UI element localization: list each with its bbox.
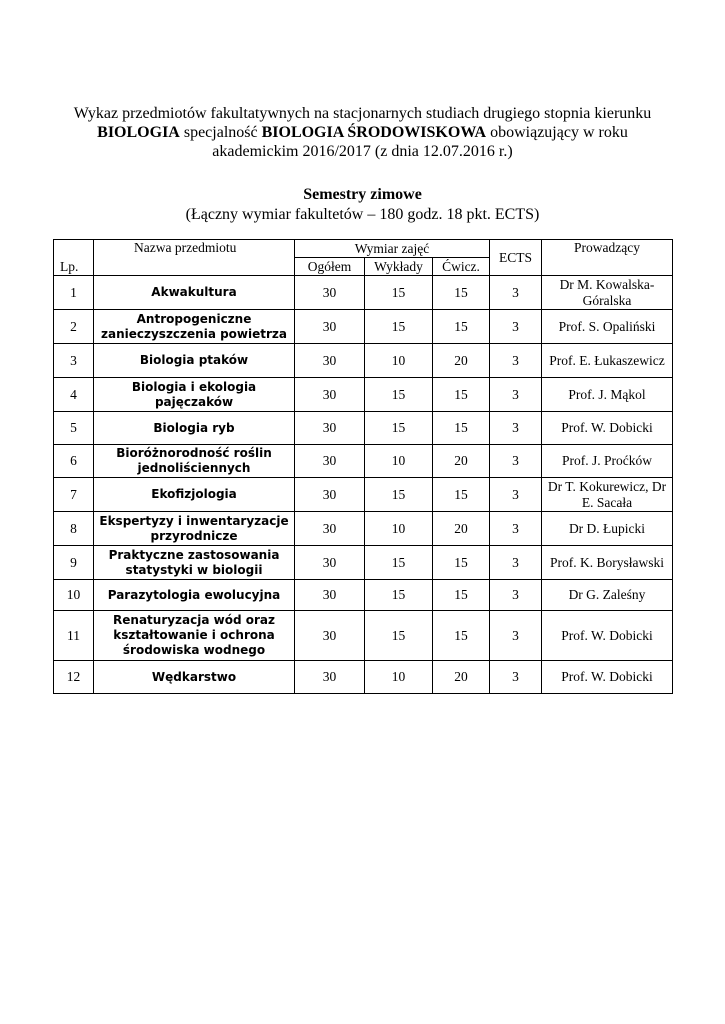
document-header xyxy=(40,104,685,161)
header-wymiar: Wymiar zajęć xyxy=(295,240,490,258)
row-lp: 2 xyxy=(54,310,94,344)
row-ects: 3 xyxy=(490,378,542,412)
row-ects: 3 xyxy=(490,344,542,378)
row-course-name: Wędkarstwo xyxy=(94,661,295,694)
row-cwicz: 15 xyxy=(433,546,490,580)
row-prowadzacy: Prof. S. Opaliński xyxy=(542,310,673,344)
row-prowadzacy: Dr D. Łupicki xyxy=(542,512,673,546)
row-lp: 5 xyxy=(54,412,94,445)
header-line-2 xyxy=(40,123,685,142)
row-lp: 6 xyxy=(54,445,94,478)
row-course-name: Ekofizjologia xyxy=(94,478,295,512)
row-course-name: Antropogeniczne zanieczyszczenia powietrza xyxy=(94,310,295,344)
table-row xyxy=(54,661,673,694)
row-cwicz: 15 xyxy=(433,378,490,412)
row-wyklady: 10 xyxy=(365,661,433,694)
courses-table xyxy=(53,239,673,694)
row-ogolem: 30 xyxy=(295,611,365,661)
row-lp: 11 xyxy=(54,611,94,661)
row-ogolem: 30 xyxy=(295,661,365,694)
row-cwicz: 15 xyxy=(433,611,490,661)
row-ogolem: 30 xyxy=(295,580,365,611)
row-prowadzacy: Prof. J. Proćków xyxy=(542,445,673,478)
row-ects: 3 xyxy=(490,412,542,445)
valid-text: obowiązujący w roku xyxy=(490,124,628,141)
row-ects: 3 xyxy=(490,546,542,580)
row-ects: 3 xyxy=(490,611,542,661)
header-prowadzacy: Prowadzący xyxy=(542,240,673,276)
row-ects: 3 xyxy=(490,445,542,478)
table-row xyxy=(54,344,673,378)
row-wyklady: 15 xyxy=(365,310,433,344)
row-ogolem: 30 xyxy=(295,512,365,546)
row-prowadzacy: Prof. W. Dobicki xyxy=(542,661,673,694)
row-ogolem: 30 xyxy=(295,546,365,580)
row-wyklady: 10 xyxy=(365,512,433,546)
row-ogolem: 30 xyxy=(295,310,365,344)
field-of-study: BIOLOGIA xyxy=(97,124,180,141)
spec-word: specjalność xyxy=(183,124,258,141)
row-course-name: Biologia ptaków xyxy=(94,344,295,378)
row-cwicz: 15 xyxy=(433,412,490,445)
table-row xyxy=(54,546,673,580)
header-wyklady: Wykłady xyxy=(365,258,433,276)
row-ogolem: 30 xyxy=(295,378,365,412)
row-lp: 8 xyxy=(54,512,94,546)
row-lp: 9 xyxy=(54,546,94,580)
row-prowadzacy: Dr T. Kokurewicz, Dr E. Sacała xyxy=(542,478,673,512)
row-wyklady: 15 xyxy=(365,478,433,512)
table-row xyxy=(54,478,673,512)
row-cwicz: 15 xyxy=(433,276,490,310)
table-row xyxy=(54,445,673,478)
row-ogolem: 30 xyxy=(295,344,365,378)
row-ects: 3 xyxy=(490,512,542,546)
semester-subtitle: (Łączny wymiar fakultetów – 180 godz. 18 pkt. ECTS) xyxy=(185,206,540,223)
row-ogolem: 30 xyxy=(295,445,365,478)
header-cwicz: Ćwicz. xyxy=(433,258,490,276)
row-cwicz: 20 xyxy=(433,344,490,378)
row-cwicz: 15 xyxy=(433,478,490,512)
row-wyklady: 15 xyxy=(365,412,433,445)
header-name: Nazwa przedmiotu xyxy=(94,240,295,276)
row-ects: 3 xyxy=(490,276,542,310)
row-prowadzacy: Prof. E. Łukaszewicz xyxy=(542,344,673,378)
table-row xyxy=(54,611,673,661)
row-lp: 4 xyxy=(54,378,94,412)
row-cwicz: 20 xyxy=(433,661,490,694)
row-ogolem: 30 xyxy=(295,276,365,310)
row-course-name: Praktyczne zastosowania statystyki w biologii xyxy=(94,546,295,580)
row-wyklady: 15 xyxy=(365,378,433,412)
table-row xyxy=(54,512,673,546)
row-wyklady: 15 xyxy=(365,611,433,661)
table-row xyxy=(54,412,673,445)
row-ogolem: 30 xyxy=(295,412,365,445)
row-course-name: Akwakultura xyxy=(94,276,295,310)
row-course-name: Biologia i ekologia pajęczaków xyxy=(94,378,295,412)
header-line-3: akademickim 2016/2017 (z dnia 12.07.2016 r.) xyxy=(212,143,513,160)
table-row xyxy=(54,310,673,344)
row-lp: 7 xyxy=(54,478,94,512)
row-course-name: Bioróżnorodność roślin jednoliściennych xyxy=(94,445,295,478)
header-lp: Lp. xyxy=(54,240,94,276)
row-cwicz: 15 xyxy=(433,310,490,344)
row-wyklady: 15 xyxy=(365,276,433,310)
table-row xyxy=(54,580,673,611)
row-course-name: Parazytologia ewolucyjna xyxy=(94,580,295,611)
row-ects: 3 xyxy=(490,661,542,694)
row-ects: 3 xyxy=(490,310,542,344)
row-cwicz: 15 xyxy=(433,580,490,611)
row-prowadzacy: Dr M. Kowalska-Góralska xyxy=(542,276,673,310)
row-prowadzacy: Prof. W. Dobicki xyxy=(542,611,673,661)
row-wyklady: 10 xyxy=(365,445,433,478)
row-lp: 3 xyxy=(54,344,94,378)
row-ects: 3 xyxy=(490,478,542,512)
row-wyklady: 10 xyxy=(365,344,433,378)
row-lp: 10 xyxy=(54,580,94,611)
row-course-name: Ekspertyzy i inwentaryzacje przyrodnicze xyxy=(94,512,295,546)
table-row xyxy=(54,378,673,412)
row-prowadzacy: Prof. W. Dobicki xyxy=(542,412,673,445)
row-wyklady: 15 xyxy=(365,580,433,611)
header-ogolem: Ogółem xyxy=(295,258,365,276)
row-lp: 1 xyxy=(54,276,94,310)
row-cwicz: 20 xyxy=(433,445,490,478)
row-prowadzacy: Dr G. Zaleśny xyxy=(542,580,673,611)
row-prowadzacy: Prof. K. Borysławski xyxy=(542,546,673,580)
row-course-name: Renaturyzacja wód oraz kształtowanie i ochrona środowiska wodnego xyxy=(94,611,295,661)
row-prowadzacy: Prof. J. Mąkol xyxy=(542,378,673,412)
row-wyklady: 15 xyxy=(365,546,433,580)
header-line-1: Wykaz przedmiotów fakultatywnych na stacjonarnych studiach drugiego stopnia kierunku xyxy=(73,105,652,122)
row-ects: 3 xyxy=(490,580,542,611)
row-ogolem: 30 xyxy=(295,478,365,512)
header-ects: ECTS xyxy=(490,240,542,276)
table-row xyxy=(54,276,673,310)
row-course-name: Biologia ryb xyxy=(94,412,295,445)
row-lp: 12 xyxy=(54,661,94,694)
semester-title: Semestry zimowe xyxy=(303,186,422,203)
specialty-name: BIOLOGIA ŚRODOWISKOWA xyxy=(261,124,487,141)
row-cwicz: 20 xyxy=(433,512,490,546)
